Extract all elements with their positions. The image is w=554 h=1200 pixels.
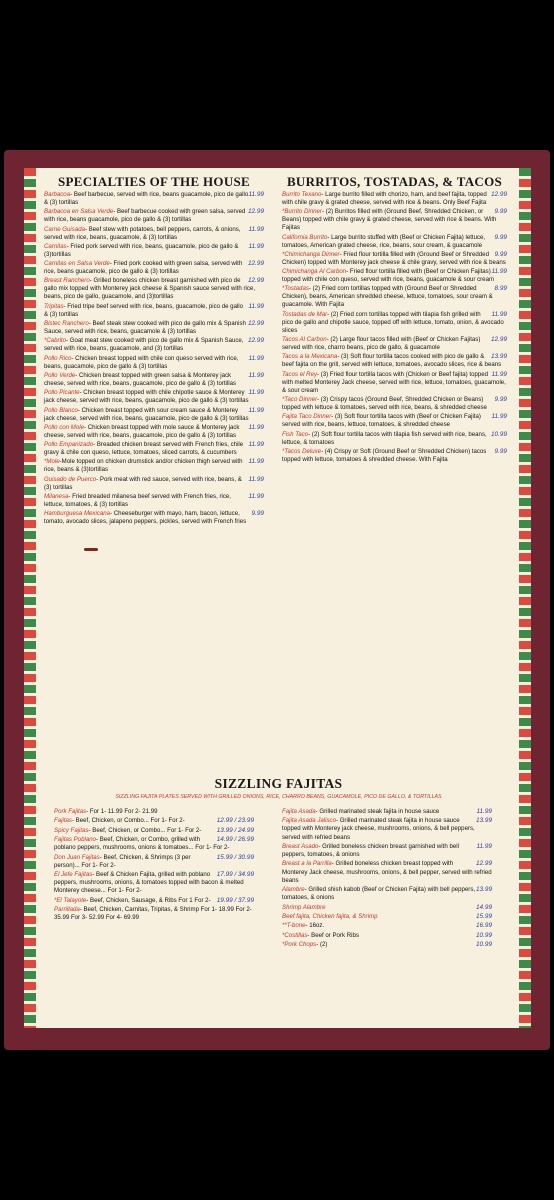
handwritten-mark [84,548,98,551]
fajitas-subtitle: SIZZLING FAJITA PLATES SERVED WITH GRILLED ONIONS, RICE, CHARRO BEANS, GUACAMOLE, PICO DE GALLO, & TORTILLAS [115,794,442,800]
fajitas-section [44,776,513,806]
item-description: - Chicken breast topped with mole sauce & Monterey jack cheese, served with rice, beans, guacamole, pico de gallo & (3) tortillas [44,423,240,439]
menu-item [54,897,254,905]
item-description: - Chicken breast topped with sour cream sauce & Monterey jack cheese, served with rice, beans, guacamole, pico de gallo & (3) tortillas [44,406,249,422]
item-price: 11.99 [248,475,264,483]
item-name: Carnitas [44,242,67,250]
item-description: - Fried pork cooked with green salsa, served with rice, beans guacamole, pico de gallo & (3) tortillas [44,260,243,276]
item-price: 14.99 [476,903,492,911]
item-price: 11.99 [491,268,507,276]
left-border [24,168,36,1028]
item-name: *Chimichanga Dinner [282,250,340,258]
menu-item [282,860,492,884]
item-price: 9.99 [494,208,507,216]
item-price: 11.99 [248,354,264,362]
menu-item [54,817,254,825]
item-name: El Jefe Fajitas [54,871,93,879]
item-name: Bistec Ranchero [44,320,89,328]
item-name: Carne Guisada [44,225,85,233]
item-price: 12.99 [491,336,507,344]
item-name: *Pork Chops [282,941,317,949]
menu-item [44,407,264,423]
item-name: Fajita Asada Jalisco [282,817,336,825]
item-price: 11.99 [248,191,264,198]
item-name: *Taco Dinner [282,395,318,403]
item-description: - Beef barbecue cooked with green salsa, served with rice, beans guacamole, pico de gallo & (3) tortillas [44,208,246,224]
item-price: 12.99 [476,860,492,868]
item-description: - Fried tripe beef served with rice, beans, guacamole, pico de gallo & (3) tortillas [44,302,244,318]
item-price: 11.99 [248,371,264,379]
item-description: - (2) Fried corn tortillas topped with (Ground Beef or Shredded Chicken), beans, American shredded cheese, lettuce, tomatoes, sour cream & guacamole. With Fajita [282,285,493,309]
item-name: Pork Fajitas [54,808,87,815]
menu-item [54,854,254,870]
menu-item [44,476,264,492]
item-price: 9.99 [494,250,507,258]
item-price: 10.99 [476,931,492,939]
item-description: - (3) Soft flour tortilla tacos cooked with pico de gallo & beef fajita on the grill, served with lettuce, tomatoes, avocado slices, rice & beans [282,353,502,369]
item-price: 11.99 [248,441,264,449]
item-name: Chimichanga Al Carbon [282,268,347,276]
menu-item [282,396,507,412]
item-description: - Beef, Chicken, & Shrimps (3 per person)... For 1- For 2- [54,853,191,869]
item-price: 12.99 [248,260,264,268]
menu-item [44,243,264,259]
item-description: - Fried flour tortilla filled with (Beef or Chicken Fajitas) topped with chile con queso, served with rice, beans, guacamole & sour cream [282,268,495,284]
item-description: - Beef, Chicken, Sausage, & Ribs For 1 For 2- [86,896,211,904]
menu-item [44,208,264,224]
item-name: *Cabrito [44,337,67,345]
item-price: 15.99 / 30.99 [216,853,254,861]
item-description: - (3) Crispy tacos (Ground Beef, Shredded Chicken or Beans) topped with lettuce & tomatoes, served with rice, beans, & shredded cheese [282,395,487,411]
menu-item [282,191,507,207]
item-name: Fajita Asada [282,808,316,815]
menu-item [282,251,507,267]
menu-item [282,311,507,335]
item-price: 16.99 [476,922,492,930]
item-price: 12.99 [248,337,264,345]
fajitas-title: SIZZLING FAJITAS [214,776,343,791]
item-name: **T-bone [282,922,306,930]
right-border [519,168,531,1028]
menu-item [282,843,492,859]
menu-item [282,808,492,816]
item-price: 13.99 [491,353,507,361]
item-description: - (3) Soft flour tortilla tacos with (Beef or Chicken Fajita) served with rice, beans, lettuce, tomatoes, & shredded cheese [282,413,481,429]
item-name: Breast Asado [282,842,319,850]
item-price: 11.99 [476,842,492,850]
menu-item [44,510,264,526]
item-description: - Pork meat with red sauce, served with rice, beans, & (3) tortillas [44,475,242,491]
menu-item [282,285,507,309]
item-price: 9.99 [494,447,507,455]
item-description: - Large burrito filled with chorizo, ham, and beef fajita, topped with chile gravy & grated cheese, served with rice & beans. Only Beef Fajita [282,191,487,206]
item-description: - Beef stew with potatoes, bell peppers, carrots, & onions, served with rice, beans, guacamole, & (3) tortillas [44,225,241,241]
item-price: 11.99 [248,406,264,414]
item-name: Parrillada [54,906,80,914]
item-price: 12.99 [248,208,264,216]
item-description: - Beef, Chicken, or Combo, grilled with poblano peppers, mushrooms, onions & tomatoes... For 1- For 2- [54,836,230,852]
item-price: 11.99 [476,808,492,815]
item-name: Tacos el Rey [282,370,317,378]
item-description: - (3) Fried flour tortilla tacos with (Chicken or Beef fajita) topped with melted Monterey Jack cheese, served with rice, lettuce, tomatoes, guacamole, & sour cream [282,370,506,394]
item-price: 11.99 [248,423,264,431]
item-name: Pollo Picante [44,389,80,397]
menu-item [54,836,254,852]
item-description: - Beef or Pork Ribs [307,931,359,939]
menu-item [44,493,264,509]
item-price: 17.99 / 34.99 [216,871,254,879]
item-name: Pollo Verde [44,371,76,379]
item-description: - Grilled marinated steak fajita in house sauce topped with Monterey jack cheese, mushrooms, onions, & bell peppers, served with refried beans [282,817,475,841]
menu-item [282,336,507,352]
menu-item [282,208,507,232]
item-name: Fish Taco [282,430,309,438]
item-description: - Beef, Chicken, Carnitas, Tripitas, & Shrimp For 1- 18.99 For 2- 35.99 For 3- 52.99 For 4- 69.99 [54,906,252,922]
menu-item [44,260,264,276]
item-name: *Tacos Deluxe [282,447,322,455]
item-name: Barbacoa [44,191,71,198]
item-description: - Chicken breast topped with chile chipotle sauce & Monterey jack cheese, served with rice, beans, guacamole, pico de gallo & (3) tortillas [44,389,249,405]
specialties-title: SPECIALTIES OF THE HOUSE [57,174,251,189]
item-price: 13.99 [476,817,492,825]
burritos-title: BURRITOS, TOSTADAS, & TACOS [286,174,503,189]
item-price: 11.99 [248,225,264,233]
item-description: - Grilled shish kabob (Beef or Chicken Fajita) with bell peppers, tomatoes, & onions [282,886,476,902]
menu-item [44,355,264,371]
item-name: Alambre [282,886,305,894]
menu-item [282,932,492,940]
item-description: - Grilled marinated steak fajita in house sauce [315,808,440,815]
item-name: Pollo Rico [44,354,72,362]
item-description: - Large burrito stuffed with (Beef or Chicken Fajita) lettuce, tomatoes, American grated cheese, rice, beans, sour cream, & guacamole [282,233,486,249]
menu-item [282,268,507,284]
item-price: 10.99 [476,941,492,949]
item-description: - Cheeseburger with mayo, ham, bacon, lettuce, tomato, avocado slices, jalapeno peppers, pickles, served with French fries [44,510,247,526]
item-description: - Fried pork served with rice, beans, guacamole, pico de gallo & (3)tortillas [44,242,239,258]
item-price: 8.99 [494,285,507,293]
menu-item [282,817,492,841]
menu-item [282,886,492,902]
menu-item [44,320,264,336]
burritos-section [282,174,507,465]
item-description: - Goat meat stew cooked with pico de gallo mix & Spanish Sauce, served with rice, beans, guacamole, and (3) tortillas [44,337,244,353]
item-price: 13.99 / 24.99 [216,826,254,834]
menu-frame [4,150,550,1050]
item-name: Milanesa [44,493,69,501]
menu-item [44,441,264,457]
item-price: 10.99 [491,430,507,438]
item-name: Fajita Taco Dinner [282,413,332,421]
menu-item [282,371,507,395]
item-name: Breast Ranchero [44,277,90,285]
item-name: Shrimp Alambre [282,903,326,911]
item-name: Guisado de Puerco [44,475,97,483]
item-name: Tripitas [44,302,64,310]
item-description: - Breaded chicken breast served with French fries, chile gravy & chile con queso, lettuce, tomatoes, sliced carrots, & cucumbers [44,441,244,457]
item-description: - Grilled boneless chicken breast garnished with bell peppers, tomatoes, & onions [282,842,459,859]
item-name: Hamburguesa Mexicana [44,510,111,518]
item-description: - Grilled boneless chicken breast garnished with pico de gallo mix topped with Monterey jack cheese & Spanish sauce served with rice, beans, pico de gallo, guacamole, and (3)tortillas [44,277,256,301]
item-name: Beef fajita, Chicken fajita, & Shrimp [282,912,378,920]
item-name: *Costillas [282,931,308,939]
item-price: 11.99 [491,413,507,421]
menu-item [282,941,492,949]
item-description: - Beef, Chicken, or Combo... For 1- For 2- [88,826,202,834]
menu-item [282,353,507,369]
item-description: - Chicken breast topped with chile con queso served with rice, beans, guacamole, pico de gallo & (3) tortillas [44,354,239,370]
menu-item [282,431,507,447]
item-price: 11.99 [491,370,507,378]
menu-item [44,337,264,353]
menu-item [54,808,254,816]
item-name: Spicy Fajitas [54,826,89,834]
menu-item [44,389,264,405]
menu-item [282,448,507,464]
item-description: - For 1- 11.99 For 2- 21.99 [86,808,158,815]
item-price: 9.99 [251,510,264,518]
fajitas-left [54,808,254,924]
menu-item [44,277,264,301]
fajitas-right [282,808,492,950]
menu-item [44,303,264,319]
item-price: 9.99 [494,233,507,241]
menu-page [24,168,531,1028]
item-name: *Tostadas [282,285,309,293]
menu-item [282,904,492,912]
item-name: Tostadas de Mar [282,310,328,318]
item-description: -Mole topped on chicken drumstick and/or chicken thigh served with rice, beans & (3)tortillas [44,458,243,474]
item-price: 11.99 [248,389,264,397]
item-price: 11.99 [248,242,264,250]
item-price: 11.99 [248,458,264,466]
item-description: - Beef, Chicken, or Combo... For 1- For 2- [71,817,185,825]
item-description: - Chicken breast topped with green salsa & Monterey jack cheese, served with rice, beans, guacamole, pico de gallo & (3) tortillas [44,371,237,387]
menu-item [44,226,264,242]
item-description: - Grilled boneless chicken breast topped with Monterey Jack cheese, mushrooms, onions, & bell pepper, served with refried beans [282,860,492,884]
item-description: - Fried breaded milanesa beef served with French fries, rice, lettuce, tomatoes, & (3) tortillas [44,493,231,509]
item-name: Barbacoa en Salsa Verde [44,208,114,216]
item-description: - (2) Large flour tacos filled with (Beef or Chicken Fajitas) served with rice, charro beans, pico de gallo, & guacamole [282,336,481,352]
item-price: 12.99 [248,320,264,328]
menu-item [282,234,507,250]
item-description: - Fried flour tortilla filled with (Ground Beef or Shredded Chicken) topped with Monterey jack cheese & chile gravy, served with rice & beans [282,250,506,266]
menu-item [44,191,264,207]
item-description: - (2) Soft flour tortilla tacos with tilapia fish served with rice, beans, lettuce, & tomatoes [282,430,487,446]
item-description: - Beef steak stew cooked with pico de gallo mix & Spanish Sauce, served with rice, beans, guacamole & (3) tortillas [44,320,246,336]
item-name: Pollo Blanco [44,406,78,414]
menu-item [54,906,254,922]
item-price: 12.99 / 23.99 [216,817,254,825]
menu-item [54,827,254,835]
item-name: *El Talayote [54,896,87,904]
menu-item [44,372,264,388]
item-name: Fajitas [54,817,72,825]
item-name: Breast a la Parrilla [282,860,332,868]
item-price: 11.99 [248,493,264,501]
item-price: 13.99 [476,886,492,894]
item-price: 19.99 / 37.99 [216,896,254,904]
item-description: - Beef & Chicken Fajita, grilled with poblano peppers, mushrooms, onions, & tomatoes topped with bacon & melted Monterey cheese... For 1- For 2- [54,871,244,895]
item-description: - (4) Crispy or Soft (Ground Beef or Shredded Chicken) tacos topped with lettuce, tomatoes & shredded cheese. With Fajita [282,447,487,463]
item-price: 11.99 [491,310,507,318]
item-name: *Burrito Dinner [282,208,322,216]
menu-item [44,458,264,474]
menu-item [282,922,492,930]
item-description: - Beef barbecue, served with rice, beans guacamole, pico de gallo & (3) tortillas [44,191,249,206]
item-name: Carnitas en Salsa Verde [44,260,110,268]
item-description: - (2) [316,941,328,949]
item-name: Don Juan Fajitas [54,853,100,861]
item-name: Tacos Al Carbon [282,336,327,344]
item-description: - (2) Burritos filled with (Ground Beef, Shredded Chicken, or Beans) topped with chile gravy & grated cheese, served with rice & beans. With Fajitas [282,208,497,232]
item-name: Fajitas Poblano [54,836,97,844]
item-price: 12.99 [248,277,264,285]
item-description: - (2) Fried corn tortillas topped with tilapia fish grilled with pico de gallo and chipotle sauce, topped off with lettuce, tomato, onion, & avocado slices [282,310,504,334]
item-price: 9.99 [494,395,507,403]
item-name: Tacos a la Mexicana [282,353,338,361]
menu-item [282,413,507,429]
item-name: Pollo con Mole [44,423,84,431]
menu-item [282,913,492,921]
item-name: California Burrito [282,233,328,241]
menu-item [54,871,254,895]
item-price: 14.99 / 26.99 [216,836,254,844]
item-price: 11.99 [248,302,264,310]
item-name: Burrito Texano [282,191,322,198]
item-price: 15.99 [476,912,492,920]
specialties-section [44,174,264,528]
item-name: *Mole [44,458,60,466]
item-description: - 16oz. [305,922,325,930]
menu-item [44,424,264,440]
item-price: 12.99 [491,191,507,198]
item-name: Pollo Empanizado [44,441,94,449]
